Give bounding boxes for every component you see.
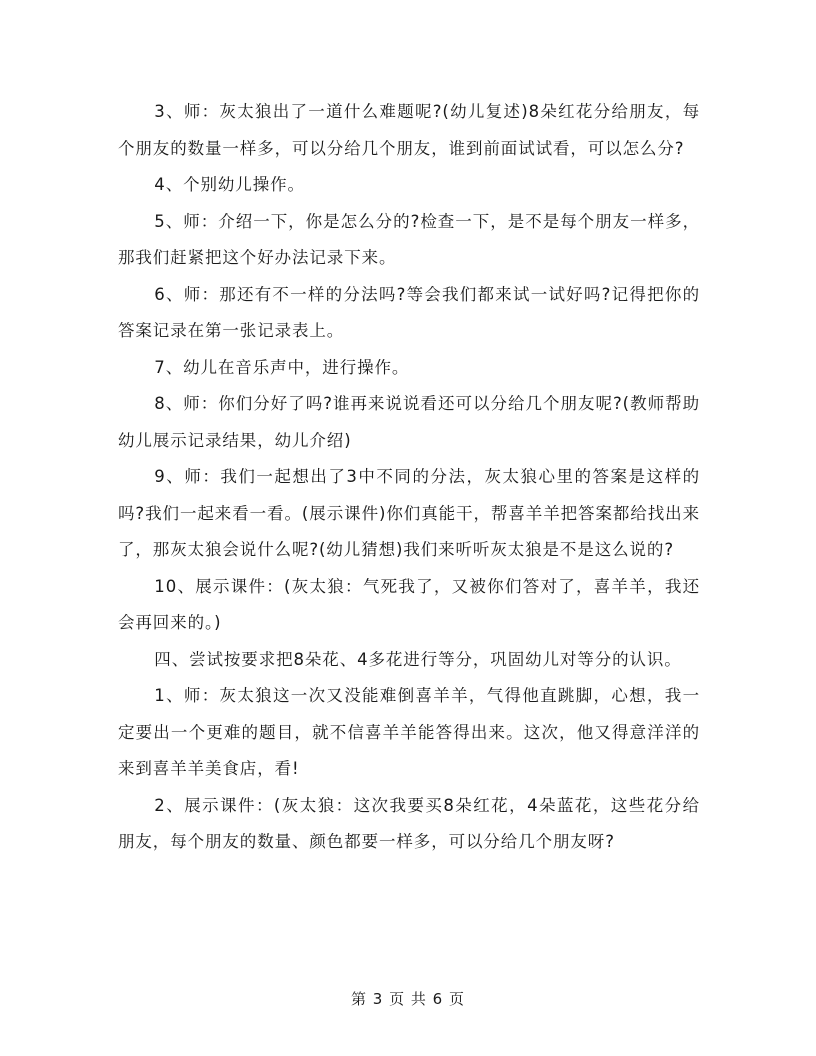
paragraph: 9、师：我们一起想出了3中不同的分法，灰太狼心里的答案是这样的吗?我们一起来看一看。(展示课件)你们真能干，帮喜羊羊把答案都给找出来了，那灰太狼会说什么呢?(幼儿猜想)我们来听听灰太狼是不是这么说的? (118, 467, 700, 559)
page-number-footer: 第 3 页 共 6 页 (351, 990, 465, 1008)
section-heading: 四、尝试按要求把8朵花、4多花进行等分，巩固幼儿对等分的认识。 (154, 649, 682, 669)
paragraph: 1、师：灰太狼这一次又没能难倒喜羊羊，气得他直跳脚，心想，我一定要出一个更难的题目，就不信喜羊羊能答得出来。这次，他又得意洋洋的来到喜羊羊美食店，看! (118, 686, 700, 778)
paragraph: 6、师：那还有不一样的分法吗?等会我们都来试一试好吗?记得把你的答案记录在第一张记录表上。 (118, 284, 700, 340)
paragraph: 2、展示课件：(灰太狼：这次我要买8朵红花，4朵蓝花，这些花分给朋友，每个朋友的数量、颜色都要一样多，可以分给几个朋友呀? (118, 795, 700, 851)
paragraph: 10、展示课件：(灰太狼：气死我了，又被你们答对了，喜羊羊，我还会再回来的。) (118, 576, 700, 632)
paragraph: 4、个别幼儿操作。 (154, 175, 305, 194)
paragraph: 3、师：灰太狼出了一道什么难题呢?(幼儿复述)8朵红花分给朋友，每个朋友的数量一样多，可以分给几个朋友，谁到前面试试看，可以怎么分? (118, 102, 700, 158)
document-body (118, 94, 700, 861)
paragraph: 8、师：你们分好了吗?谁再来说说看还可以分给几个朋友呢?(教师帮助幼儿展示记录结果，幼儿介绍) (118, 394, 700, 450)
paragraph: 5、师：介绍一下，你是怎么分的?检查一下，是不是每个朋友一样多，那我们赶紧把这个好办法记录下来。 (118, 211, 700, 267)
paragraph: 7、幼儿在音乐声中，进行操作。 (154, 357, 410, 377)
